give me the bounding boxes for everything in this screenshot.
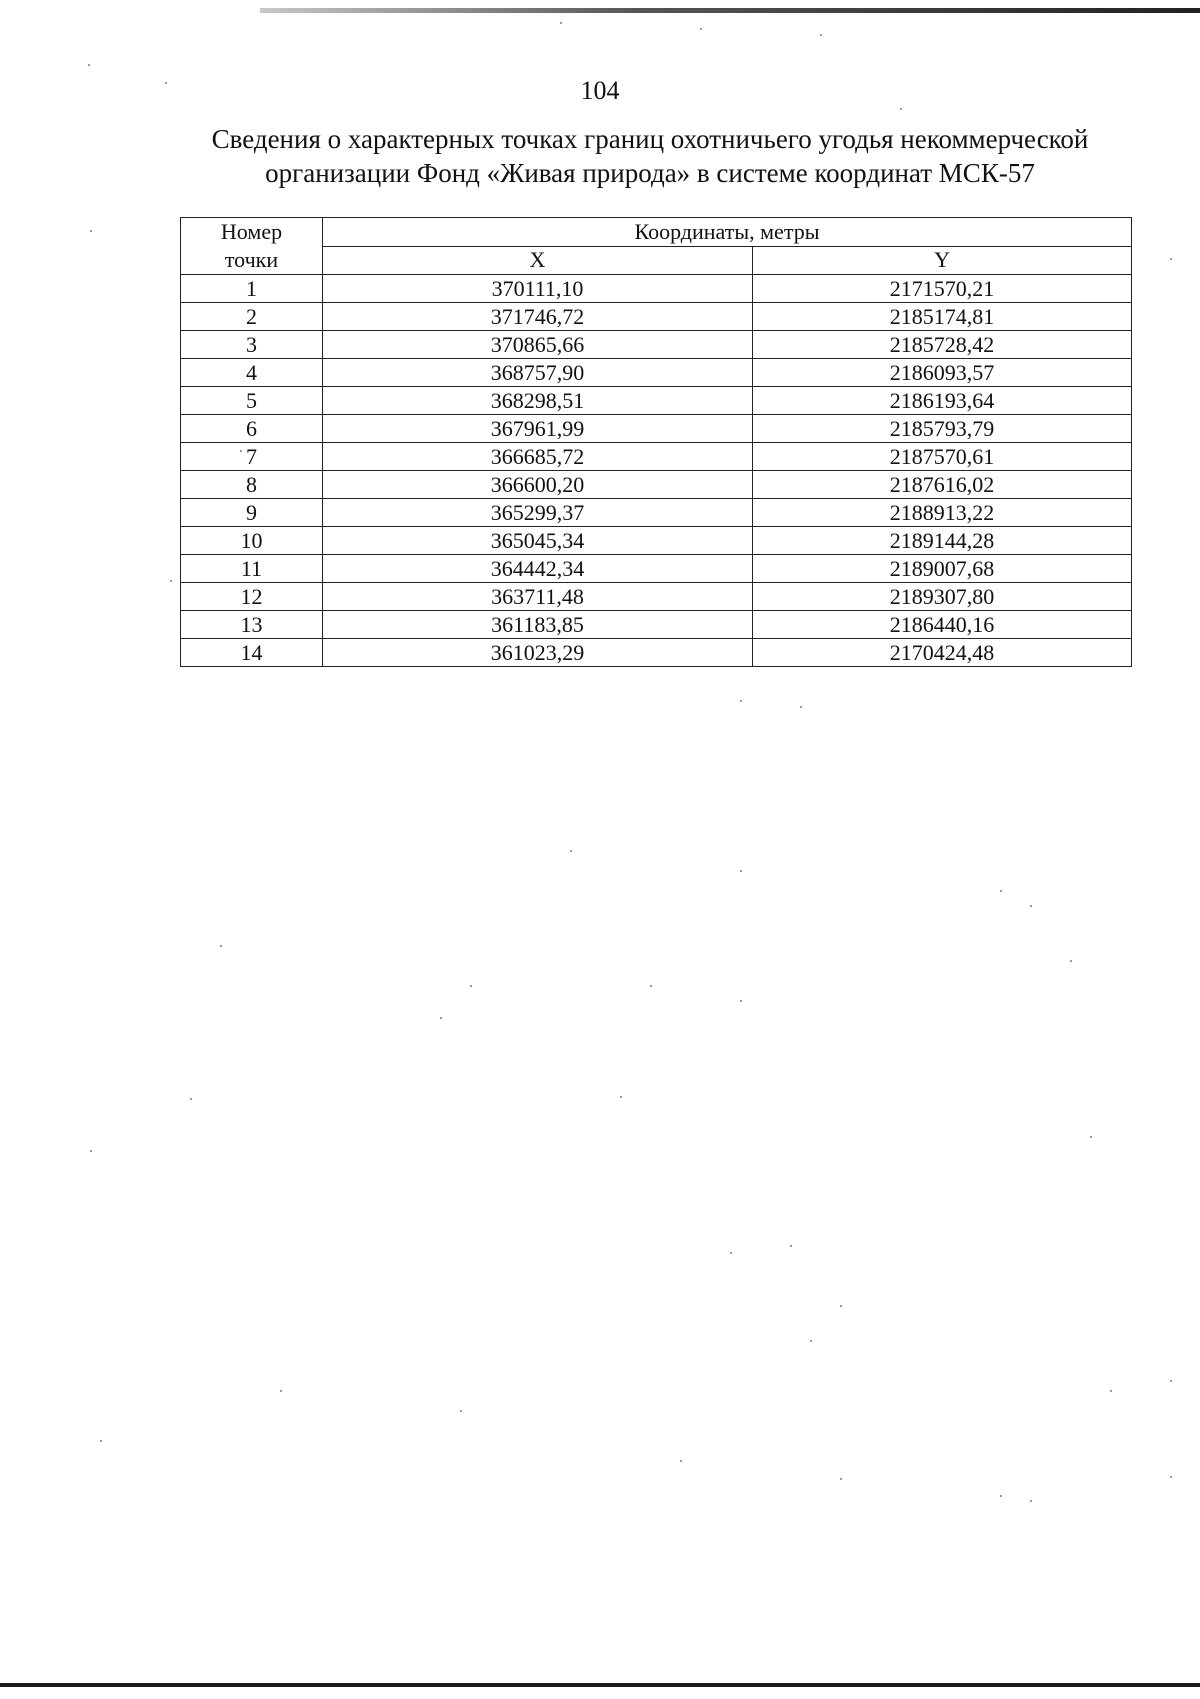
cell-y: 2185174,81	[753, 303, 1132, 331]
cell-y: 2186093,57	[753, 359, 1132, 387]
table-row	[181, 471, 1132, 499]
scan-speck	[740, 1000, 742, 1002]
header-coordinates: Координаты, метры	[323, 218, 1132, 247]
cell-point-number: 5	[181, 387, 323, 415]
scan-speck	[1170, 1476, 1172, 1478]
header-point-line2: точки	[224, 247, 279, 272]
cell-x: 361183,85	[323, 611, 753, 639]
scan-speck	[560, 22, 562, 24]
cell-point-number: 12	[181, 583, 323, 611]
scan-speck	[460, 1410, 462, 1412]
cell-point-number: 3	[181, 331, 323, 359]
cell-point-number: 8	[181, 471, 323, 499]
table-row	[181, 611, 1132, 639]
cell-x: 364442,34	[323, 555, 753, 583]
header-point-line1: Номер	[220, 219, 283, 244]
scan-speck	[900, 108, 902, 110]
scan-speck	[1090, 1136, 1092, 1138]
table-row	[181, 527, 1132, 555]
scan-speck	[840, 1305, 842, 1307]
cell-x: 365045,34	[323, 527, 753, 555]
scan-speck	[1070, 960, 1072, 962]
header-x: X	[323, 246, 753, 275]
cell-x: 371746,72	[323, 303, 753, 331]
scan-speck	[470, 985, 472, 987]
scan-speck	[790, 1245, 792, 1247]
scan-speck	[90, 1150, 92, 1152]
scan-speck	[190, 1098, 192, 1100]
cell-y: 2186440,16	[753, 611, 1132, 639]
cell-point-number: 7	[181, 443, 323, 471]
cell-point-number: 2	[181, 303, 323, 331]
scan-speck	[840, 1478, 842, 1480]
cell-x: 361023,29	[323, 639, 753, 667]
cell-point-number: 14	[181, 639, 323, 667]
cell-y: 2170424,48	[753, 639, 1132, 667]
table-row	[181, 499, 1132, 527]
scan-speck	[680, 1460, 682, 1462]
scan-speck	[280, 1390, 282, 1392]
scan-speck	[170, 580, 172, 582]
cell-x: 363711,48	[323, 583, 753, 611]
table-row	[181, 303, 1132, 331]
cell-y: 2186193,64	[753, 387, 1132, 415]
scan-speck	[1030, 1500, 1032, 1502]
table-body	[181, 275, 1132, 667]
table-row	[181, 555, 1132, 583]
table-row	[181, 359, 1132, 387]
scan-speck	[820, 34, 822, 36]
scan-edge-bottom	[0, 1683, 1200, 1687]
page-number: 104	[580, 76, 620, 105]
cell-x: 368757,90	[323, 359, 753, 387]
scan-speck	[1170, 1380, 1172, 1382]
scan-speck	[90, 230, 92, 232]
cell-y: 2189307,80	[753, 583, 1132, 611]
scan-speck	[240, 450, 242, 452]
cell-x: 367961,99	[323, 415, 753, 443]
scan-speck	[1110, 1390, 1112, 1392]
scan-speck	[740, 700, 742, 702]
document-title	[170, 122, 1130, 190]
cell-y: 2189007,68	[753, 555, 1132, 583]
scan-speck	[700, 28, 702, 30]
scan-speck	[1000, 890, 1002, 892]
header-y: Y	[753, 246, 1132, 275]
cell-x: 365299,37	[323, 499, 753, 527]
table-row	[181, 639, 1132, 667]
cell-x: 370111,10	[323, 275, 753, 303]
cell-x: 366685,72	[323, 443, 753, 471]
scan-speck	[810, 1340, 812, 1342]
table-row	[181, 583, 1132, 611]
scan-speck	[620, 1096, 622, 1098]
table-row	[181, 275, 1132, 303]
scan-speck	[730, 1252, 732, 1254]
table-row	[181, 331, 1132, 359]
cell-y: 2189144,28	[753, 527, 1132, 555]
scan-speck	[570, 850, 572, 852]
cell-point-number: 9	[181, 499, 323, 527]
cell-y: 2187570,61	[753, 443, 1132, 471]
cell-point-number: 11	[181, 555, 323, 583]
scan-speck	[220, 945, 222, 947]
cell-y: 2187616,02	[753, 471, 1132, 499]
scan-edge-top	[260, 8, 1200, 13]
cell-x: 370865,66	[323, 331, 753, 359]
cell-point-number: 6	[181, 415, 323, 443]
cell-y: 2185728,42	[753, 331, 1132, 359]
scan-speck	[650, 985, 652, 987]
scan-speck	[1000, 1495, 1002, 1497]
cell-y: 2185793,79	[753, 415, 1132, 443]
cell-x: 368298,51	[323, 387, 753, 415]
scan-speck	[1170, 258, 1172, 260]
table-row	[181, 387, 1132, 415]
cell-y: 2171570,21	[753, 275, 1132, 303]
scan-speck	[440, 1017, 442, 1019]
coordinates-table	[180, 217, 1132, 667]
title-line-1: Сведения о характерных точках границ охотничьего угодья некоммерческой	[211, 124, 1089, 154]
scan-speck	[800, 706, 802, 708]
title-line-2: организации Фонд «Живая природа» в системе координат МСК-57	[265, 158, 1035, 188]
header-point-number	[181, 218, 323, 275]
scan-speck	[165, 82, 167, 84]
scan-speck	[100, 1440, 102, 1442]
scan-speck	[740, 870, 742, 872]
cell-point-number: 10	[181, 527, 323, 555]
cell-point-number: 1	[181, 275, 323, 303]
cell-point-number: 13	[181, 611, 323, 639]
scan-speck	[88, 64, 90, 66]
table-row	[181, 443, 1132, 471]
scan-speck	[1030, 905, 1032, 907]
table-row	[181, 415, 1132, 443]
cell-y: 2188913,22	[753, 499, 1132, 527]
cell-point-number: 4	[181, 359, 323, 387]
cell-x: 366600,20	[323, 471, 753, 499]
